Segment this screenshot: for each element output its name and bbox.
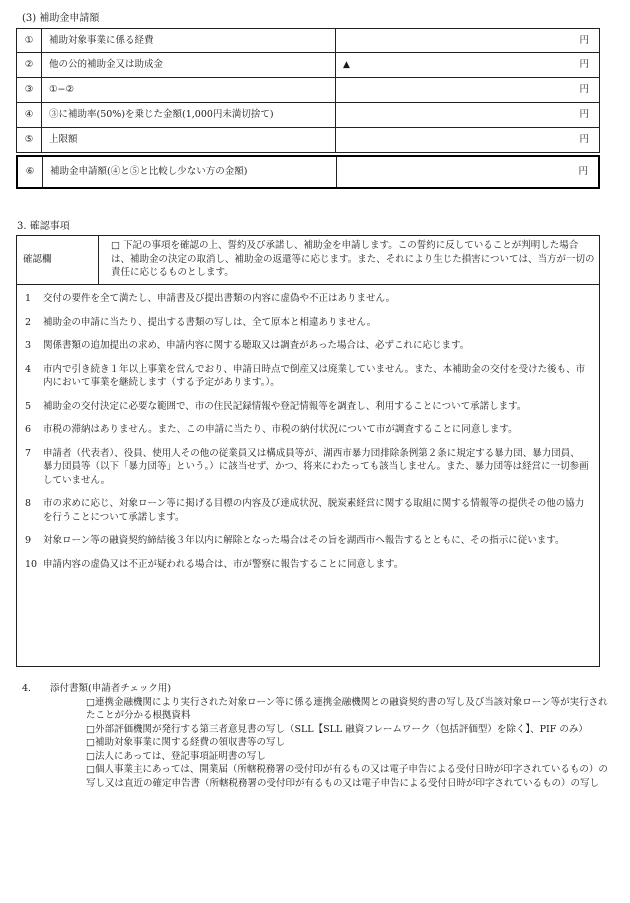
list-item [17, 534, 599, 548]
row-label: 他の公的補助金又は助成金 [49, 59, 164, 70]
amount-field[interactable] [335, 128, 599, 152]
item-number: 6 [25, 424, 32, 435]
amount-field[interactable] [336, 157, 598, 187]
application-amount-table [16, 28, 600, 189]
list-item [17, 316, 599, 330]
yen-unit: 円 [579, 134, 589, 145]
item-text: 交付の要件を全て満たし、申請書及び提出書類の内容に虚偽や不正はありません。 [43, 293, 396, 304]
section4-title: 3. 確認事項 [17, 221, 70, 232]
attachment-checkbox-item[interactable]: □補助対象事業に関する経費の領収書等の写し [86, 737, 285, 748]
attachments-section [14, 682, 614, 790]
attachment-checkbox-item[interactable]: □個人事業主にあっては、開業届（所轄税務署の受付印が有るもの又は電子申告による受付日時が印字されているもの）の写し又は直近の確定申告書（所轄税務署の受付印が有るもの又は電子申告による受付日時が印字されているもの）の写し [86, 764, 608, 789]
row-label: 補助金申請額(④と⑤と比較し少ない方の金額) [50, 166, 248, 177]
item-number: 1 [25, 293, 32, 304]
list-item [17, 292, 599, 306]
attachments-title: 添付書類(申請者チェック用) [50, 683, 172, 694]
list-item [17, 447, 599, 488]
row-number: ② [17, 53, 42, 77]
confirmation-box [16, 235, 600, 667]
section-number: 4. [22, 683, 32, 694]
yen-unit: 円 [578, 166, 588, 177]
item-text: 対象ローン等の融資契約締結後３年以内に解除となった場合はその旨を湖西市へ報告するとともに、その指示に従います。 [43, 535, 565, 546]
amount-row-1 [16, 28, 600, 53]
yen-unit: 円 [579, 109, 589, 120]
item-text: 申請者（代表者）、役員、使用人その他の従業員又は構成員等が、湖西市暴力団排除条例第２条に規定する暴力団、暴力団員、暴力団員等（以下「暴力団等」という。）に該当せず、かつ、将来にわたっても該当しません。また、暴力団等は経営に一切参画していません。 [43, 447, 589, 486]
row-number: ⑥ [18, 157, 43, 187]
item-text: 関係書類の追加提出の求め、申請内容に関する聴取又は調査があった場合は、必ずこれに応じます。 [43, 340, 470, 351]
amount-row-6-total [16, 155, 600, 189]
item-number: 2 [25, 316, 32, 328]
yen-unit: 円 [579, 35, 589, 46]
item-text: 市税の滞納はありません。また、この申請に当たり、市税の納付状況について市が調査することに同意します。 [43, 424, 518, 435]
item-number: 3 [25, 340, 32, 351]
item-text: 補助金の申請に当たり、提出する書類の写しは、全て原本と相違ありません。 [43, 316, 377, 328]
item-text: 市の求めに応じ、対象ローン等に掲げる目標の内容及び達成状況、脱炭素経営に関する取組に関する情報等の提供その他の協力を行うことについて承諾します。 [43, 498, 585, 523]
list-item [17, 423, 599, 437]
amount-row-2 [16, 53, 600, 78]
confirmation-label: 確認欄 [17, 236, 99, 284]
yen-unit: 円 [579, 84, 589, 95]
amount-field[interactable] [335, 53, 599, 77]
row-number: ③ [17, 78, 42, 102]
item-number: 4 [25, 363, 32, 375]
amount-field[interactable] [335, 103, 599, 127]
row-label: ③に補助率(50%)を乗じた金額(1,000円未満切捨て) [49, 109, 274, 120]
amount-field[interactable] [335, 29, 599, 52]
item-number: 9 [25, 535, 32, 546]
list-item [17, 363, 599, 390]
attachments-heading [14, 682, 614, 696]
row-label: ①−② [49, 84, 74, 95]
list-item [17, 400, 599, 414]
pledge-checkbox-text[interactable]: □ 下記の事項を確認の上、誓約及び承諾し、補助金を申請します。この誓約に反していることが判明した場合は、補助金の決定の取消し、補助金の返還等に応じます。また、それにより生じた損害については、当方が一切の責任に応じるものとします。 [111, 240, 595, 278]
list-item [17, 339, 599, 353]
attachment-checkbox-item[interactable]: □法人にあっては、登記事項証明書の写し [86, 750, 266, 762]
row-number: ① [17, 29, 42, 52]
item-number: 5 [25, 400, 32, 412]
minus-mark: ▲ [343, 60, 350, 70]
row-number: ④ [17, 103, 42, 127]
row-label: 上限額 [49, 134, 78, 145]
item-text: 補助金の交付決定に必要な範囲で、市の住民記録情報や登記情報等を調査し、利用することについて承諾します。 [43, 400, 527, 412]
item-number: 7 [25, 447, 32, 459]
amount-row-4 [16, 103, 600, 128]
attachment-checkbox-item[interactable]: □連携金融機関により実行された対象ローン等に係る連携金融機関との融資契約書の写し及び当該対象ローン等が実行されたことが分かる根拠資料 [86, 696, 608, 721]
yen-unit: 円 [579, 59, 589, 70]
item-text: 市内で引き続き１年以上事業を営んでおり、申請日時点で倒産又は廃業していません。また、本補助金の交付を受けた後も、市内において事業を継続します（する予定があります。）。 [43, 363, 586, 388]
attachment-checkbox-item[interactable]: □外部評価機関が発行する第三者意見書の写し（SLL【SLL 融資フレームワーク（包括評価型）を除く】、PIF のみ） [86, 723, 588, 735]
list-item [17, 497, 599, 524]
amount-field[interactable] [335, 78, 599, 102]
row-number: ⑤ [17, 128, 42, 152]
item-text: 申請内容の虚偽又は不正が疑われる場合は、市が警察に報告することに同意します。 [43, 558, 404, 570]
confirmation-items [17, 292, 599, 581]
item-number: 8 [25, 498, 32, 509]
section3-title: (3) 補助金申請額 [22, 13, 100, 24]
row-label: 補助対象事業に係る経費 [49, 35, 154, 46]
confirmation-header [17, 236, 599, 285]
list-item [17, 558, 599, 572]
amount-row-5 [16, 128, 600, 153]
item-number: 10 [25, 558, 38, 570]
amount-row-3 [16, 78, 600, 103]
